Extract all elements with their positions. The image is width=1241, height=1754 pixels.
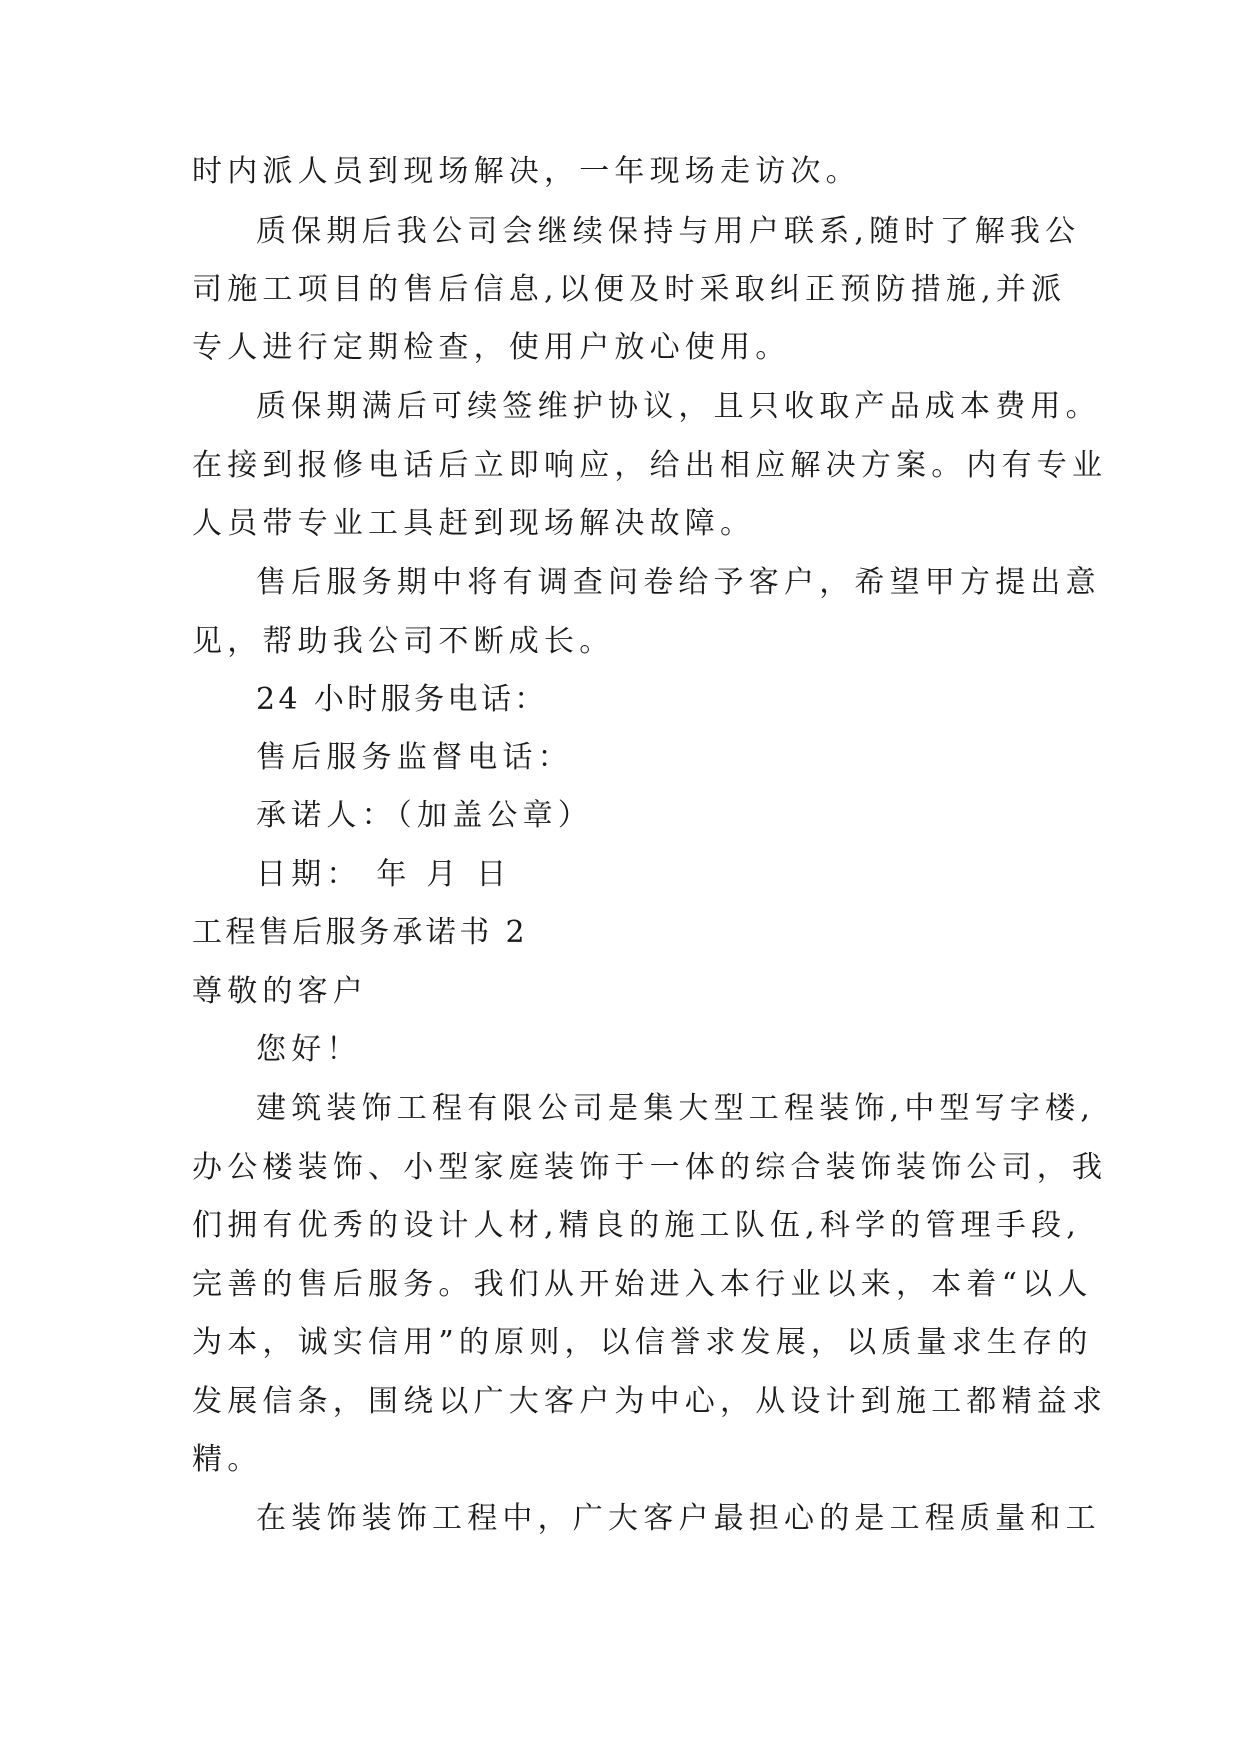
text-line: 完善的售后服务。我们从开始进入本行业以来，本着“以人 — [192, 1267, 1093, 1302]
section-title: 工程售后服务承诺书 2 — [192, 915, 529, 950]
text-line: 为本，诚实信用”的原则，以信誉求发展，以质量求生存的 — [192, 1325, 1093, 1360]
text-line: 质保期后我公司会继续保持与用户联系,随时了解我公 — [256, 214, 1081, 249]
text-line: 质保期满后可续签维护协议，且只收取产品成本费用。 — [256, 389, 1101, 424]
promisor-label: 承诺人：（加盖公章） — [256, 798, 593, 833]
text-line: 在装饰装饰工程中，广大客户最担心的是工程质量和工 — [256, 1501, 1101, 1536]
text-line: 人员带专业工具赶到现场解决故障。 — [192, 506, 756, 541]
text-line: 售后服务期中将有调查问卷给予客户，希望甲方提出意 — [256, 565, 1101, 600]
text-line: 精。 — [192, 1442, 263, 1477]
date-label: 日期： 年 月 日 — [256, 857, 512, 892]
greeting: 您好！ — [256, 1032, 362, 1067]
text-line: 见，帮助我公司不断成长。 — [192, 624, 615, 659]
text-line: 建筑装饰工程有限公司是集大型工程装饰,中型写字楼, — [256, 1091, 1096, 1126]
text-line: 时内派人员到现场解决，一年现场走访次。 — [192, 154, 861, 189]
service-phone-label: 24 小时服务电话： — [256, 682, 548, 717]
text-line: 专人进行定期检查，使用户放心使用。 — [192, 330, 791, 365]
text-line: 发展信条，围绕以广大客户为中心，从设计到施工都精益求 — [192, 1384, 1108, 1419]
salutation: 尊敬的客户 — [192, 974, 368, 1009]
supervision-phone-label: 售后服务监督电话： — [256, 740, 573, 775]
text-line: 在接到报修电话后立即响应，给出相应解决方案。内有专业 — [192, 448, 1108, 483]
text-line: 司施工项目的售后信息,以便及时采取纠正预防措施,并派 — [192, 272, 1067, 307]
text-line: 们拥有优秀的设计人材,精良的施工队伍,科学的管理手段, — [192, 1208, 1082, 1243]
text-line: 办公楼装饰、小型家庭装饰于一体的综合装饰装饰公司，我 — [192, 1150, 1108, 1185]
